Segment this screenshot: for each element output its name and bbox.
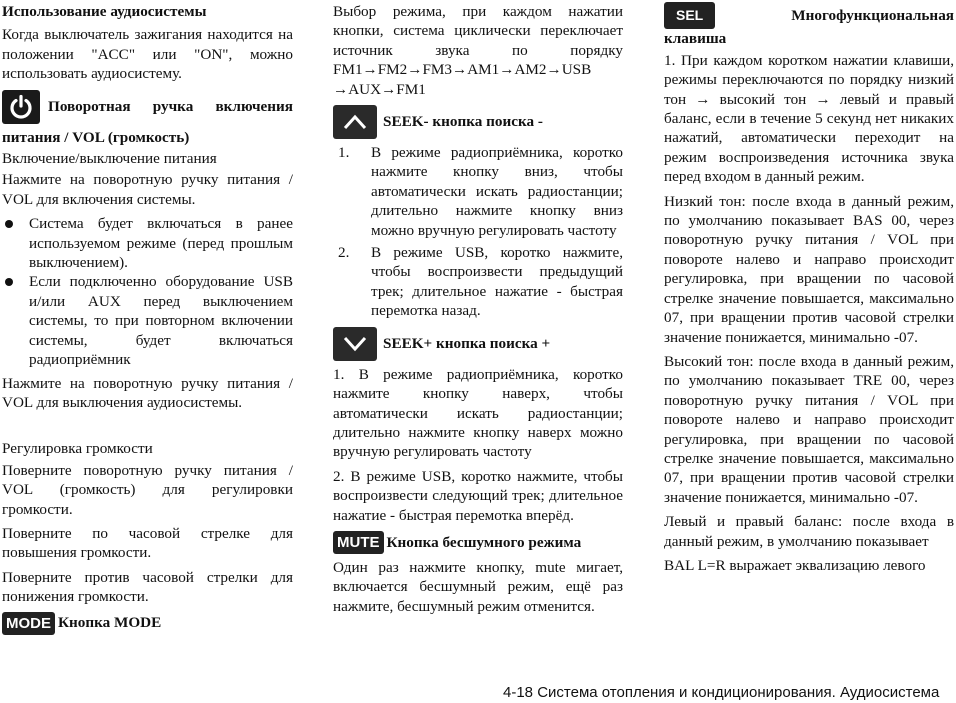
- column-2: [333, 2, 623, 621]
- mode-badge-icon: MODE: [2, 612, 55, 635]
- volume-p1: Поверните поворотную ручку питания / VOL (громкость) для регулировки громкости.: [2, 461, 293, 518]
- sel-p3: Высокий тон: после входа в данный режим, по умолчанию показывает TRE 00, через поворотную ручку питания / VOL при повороте налево и направо происходит регулировка, при вращении по часовой стрелке значение повышается, максимально 07, при вращении против часовой стрелки значение понижается, минимально -07.: [664, 352, 954, 506]
- sel-p2: Низкий тон: после входа в данный режим, по умолчанию показывает BAS 00, через поворотную ручку питания / VOL при повороте налево и направо происходит регулировка, при вращении по часовой стрелке значение повышается, максимально 07, при вращении против часовой стрелки значение понижается, минимально -07.: [664, 192, 954, 346]
- sel-p1: 1. При каждом коротком нажатии клавиши, режимы переключаются по порядку низкий тон → высокий тон → левый и правый баланс, если в течение 5 секунд нет никаких нажатий, автоматически переходит на режим воспроизведения источника звука перед входом в данный режим.: [664, 51, 954, 186]
- list-item: 2. В режиме USB, коротко нажмите, чтобы воспроизвести предыдущий трек; длительное нажатие - быстрая перемотка назад.: [338, 244, 623, 320]
- sel-p5: BAL L=R выражает эквализацию левого: [664, 556, 926, 574]
- sel-p4: Левый и правый баланс: после входа в данный режим, в умолчанию показывает: [664, 513, 954, 550]
- press-on-text: Нажмите на поворотную ручку питания / VOL для включения системы.: [2, 171, 293, 208]
- sel-heading-a: Многофункциональная: [791, 7, 954, 24]
- chevron-up-icon: [333, 105, 377, 139]
- power-heading-a: Поворотная ручка включения: [48, 97, 293, 115]
- page-footer: 4-18 Система отопления и кондиционирования. Аудиосистема: [503, 684, 940, 701]
- power-onoff: Включение/выключение питания: [2, 150, 217, 168]
- intro-text: Когда выключатель зажигания находится на положении "ACC" или "ON", можно использовать аудиосистему.: [2, 26, 293, 83]
- volume-p3: Поверните против часовой стрелки для понижения громкости.: [2, 568, 293, 606]
- seek-plus-label: SEEK+ кнопка поиска +: [383, 334, 551, 352]
- list-item: Если подключенно оборудование USB и/или AUX перед выключением системы, то при повторном включении системы, будет включаться радиоприёмник: [2, 272, 293, 369]
- chevron-down-icon: [333, 327, 377, 361]
- column-1: [2, 2, 293, 639]
- mute-badge-icon: MUTE: [333, 531, 384, 554]
- sel-heading-b: клавиша: [664, 30, 727, 48]
- mode-heading-row: [2, 612, 293, 635]
- list-item: 1. В режиме радиоприёмника, коротко нажмите кнопку вниз, чтобы автоматически искать радиостанции; длительно нажмите кнопку вниз можно вручную регулировать частоту: [338, 144, 623, 239]
- seek-plus-p2: 2. В режиме USB, коротко нажмите, чтобы воспроизвести следующий трек; длительное нажатие - быстрая перемотка вперёд.: [333, 467, 623, 524]
- power-icon: [2, 90, 40, 124]
- volume-p2: Поверните по часовой стрелке для повышения громкости.: [2, 524, 293, 562]
- mode-text: Выбор режима, при каждом нажатии кнопки, система циклически переключает источник звука по порядку FM1→FM2→FM3→AM1→AM2→USB →AUX→FM1: [333, 3, 623, 98]
- seek-minus-label: SEEK- кнопка поиска -: [383, 113, 543, 131]
- press-off-text: Нажмите на поворотную ручку питания / VOL для выключения аудиосистемы.: [2, 374, 293, 411]
- power-bullets: [2, 214, 293, 369]
- sel-heading-row: [664, 2, 954, 29]
- volume-title: Регулировка громкости: [2, 440, 153, 458]
- list-item: Система будет включаться в ранее используемом режиме (перед прошлым выключением).: [2, 214, 293, 272]
- seek-minus-list: [333, 143, 623, 321]
- power-heading-row: [2, 90, 293, 124]
- seek-plus-p1: 1. В режиме радиоприёмника, коротко нажмите кнопку наверх, чтобы автоматически искать радиостанции; длительно нажмите кнопку наверх можно вручную регулировать частоту: [333, 365, 623, 461]
- sel-badge-icon: SEL: [664, 2, 715, 29]
- seek-plus-heading-row: [333, 327, 623, 361]
- power-heading-b: питания / VOL (громкость): [2, 128, 190, 146]
- mute-label: Кнопка бесшумного режима: [386, 533, 582, 551]
- seek-minus-heading-row: [333, 105, 623, 139]
- mute-text: Один раз нажмите кнопку, mute мигает, включается бесшумный режим, ещё раз нажмите, бесшумный режим отменится.: [333, 558, 623, 615]
- mode-label: Кнопка MODE: [58, 614, 162, 632]
- mute-heading-row: [333, 531, 623, 554]
- section-title-audio: Использование аудиосистемы: [2, 3, 207, 20]
- column-3: [664, 2, 954, 580]
